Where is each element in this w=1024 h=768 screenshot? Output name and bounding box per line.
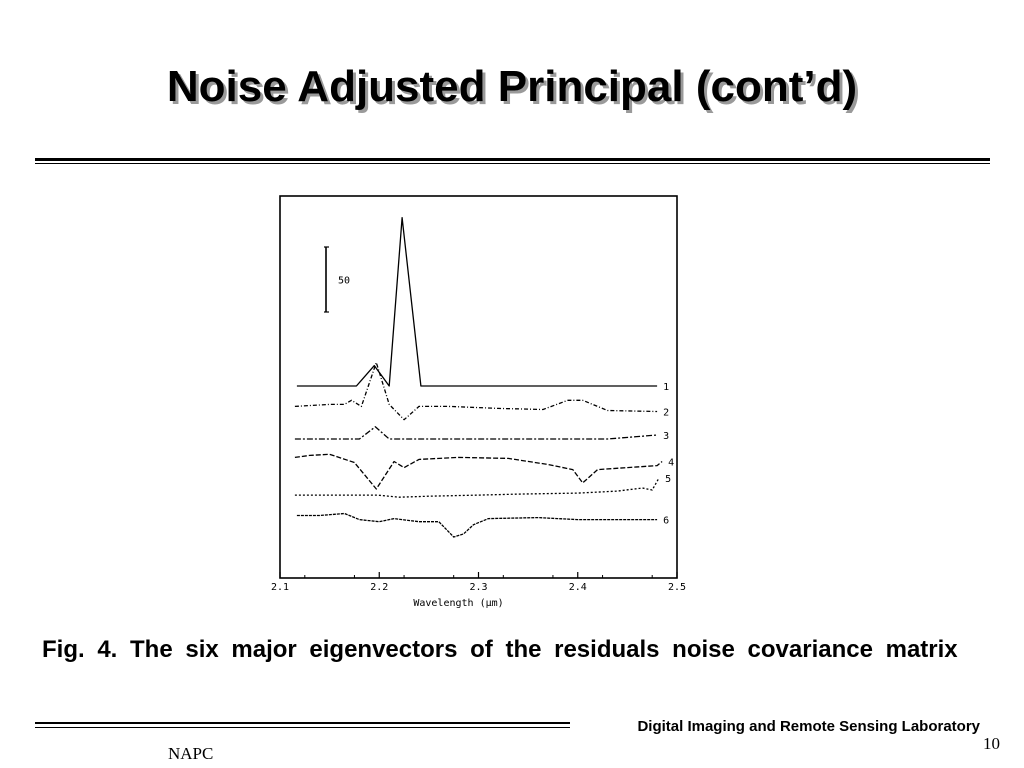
series-line-1 bbox=[297, 218, 657, 386]
series-label-5: 5 bbox=[665, 473, 672, 485]
eigenvector-figure bbox=[270, 188, 690, 616]
series-line-2 bbox=[295, 363, 657, 420]
x-tick-label-2.1: 2.1 bbox=[270, 582, 290, 593]
x-axis-label: Wavelength (μm) bbox=[413, 598, 504, 609]
footer-left-label: NAPC bbox=[168, 744, 214, 763]
series-line-4 bbox=[295, 454, 662, 489]
title-rule-thick bbox=[35, 158, 990, 161]
x-tick-label-2.3: 2.3 bbox=[469, 582, 488, 593]
figure-caption: Fig. 4. The six major eigenvectors of the residuals noise covariance matrix bbox=[42, 636, 958, 663]
footer-lab-name: Digital Imaging and Remote Sensing Laboratory bbox=[637, 718, 980, 735]
slide-title: Noise Adjusted Principal (cont’d) bbox=[166, 62, 858, 111]
series-label-1: 1 bbox=[663, 382, 670, 393]
page-number: 10 bbox=[983, 734, 1000, 753]
x-tick-label-2.5: 2.5 bbox=[667, 582, 687, 593]
scale-bar-label: 50 bbox=[338, 275, 351, 287]
series-line-6 bbox=[297, 514, 657, 538]
series-label-3: 3 bbox=[663, 430, 670, 442]
series-line-5 bbox=[295, 478, 659, 497]
series-label-6: 6 bbox=[663, 515, 670, 527]
x-tick-label-2.2: 2.2 bbox=[370, 582, 389, 593]
footer-rule-thick bbox=[35, 722, 570, 724]
footer-rule-thin bbox=[35, 727, 570, 728]
series-label-2: 2 bbox=[663, 407, 670, 419]
series-line-3 bbox=[295, 427, 657, 439]
title-rule-thin bbox=[35, 163, 990, 164]
x-tick-label-2.4: 2.4 bbox=[568, 582, 587, 593]
series-label-4: 4 bbox=[668, 457, 675, 469]
plot-frame bbox=[280, 196, 677, 578]
eigenvector-chart bbox=[270, 188, 690, 616]
